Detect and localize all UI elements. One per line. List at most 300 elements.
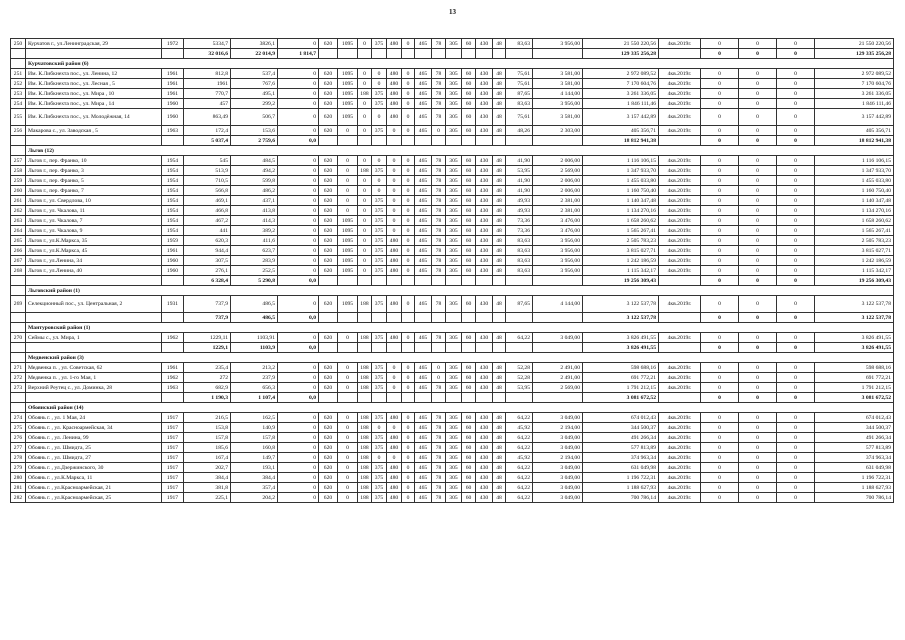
cell: 78 xyxy=(432,443,446,453)
row-number-cell: 269 xyxy=(11,296,26,313)
cell: 465 xyxy=(415,423,432,433)
cell: 0 xyxy=(278,453,319,463)
cell: 430 xyxy=(476,413,493,423)
address-cell: Обоянь г. , ул. Шмидта, 27 xyxy=(26,453,162,463)
cell: 188 xyxy=(358,373,372,383)
cell: 60 xyxy=(462,493,476,503)
cell: 0 xyxy=(338,383,358,393)
cell: 1 196 722,31 xyxy=(583,473,659,483)
cell xyxy=(162,49,184,59)
cell: 1 658 260,62 xyxy=(583,216,659,226)
cell: 0 xyxy=(338,463,358,473)
address-cell: Обоянь г. , ул.Красноармейская, 21 xyxy=(26,483,162,493)
cell: 0 xyxy=(777,266,815,276)
cell xyxy=(432,343,446,353)
cell: 48 xyxy=(493,216,506,226)
cell: 237,9 xyxy=(231,373,278,383)
cell: 78 xyxy=(432,266,446,276)
table-row xyxy=(11,176,894,186)
cell: 0 xyxy=(701,423,739,433)
cell: 0 xyxy=(739,186,777,196)
cell: 465 xyxy=(415,176,432,186)
row-number-cell xyxy=(11,136,26,146)
cell: 480 xyxy=(387,296,402,313)
cell: 0 xyxy=(701,343,739,353)
cell: 691 772,21 xyxy=(815,373,894,383)
cell: 3 049,00 xyxy=(533,493,583,503)
cell: 620 xyxy=(319,383,338,393)
cell: 0 xyxy=(372,79,387,89)
cell: 75,61 xyxy=(506,79,533,89)
cell: 60 xyxy=(462,363,476,373)
cell: 48 xyxy=(493,196,506,206)
cell: 78 xyxy=(432,483,446,493)
cell: 620 xyxy=(319,109,338,126)
cell: 78 xyxy=(432,186,446,196)
cell: 375 xyxy=(372,256,387,266)
cell: 620 xyxy=(319,39,338,49)
cell: 48 xyxy=(493,79,506,89)
cell xyxy=(533,49,583,59)
row-number-cell xyxy=(11,49,26,59)
cell: 185,6 xyxy=(184,443,231,453)
cell: 465 xyxy=(415,373,432,383)
cell: 0,0 xyxy=(278,393,319,403)
cell: 60 xyxy=(462,39,476,49)
cell: 710,5 xyxy=(184,176,231,186)
cell xyxy=(493,49,506,59)
cell: 0 xyxy=(701,256,739,266)
cell xyxy=(659,276,701,286)
cell: 465 xyxy=(415,236,432,246)
cell: 0 xyxy=(739,39,777,49)
row-number-cell: 265 xyxy=(11,236,26,246)
cell: 0 xyxy=(739,373,777,383)
table-row xyxy=(11,413,894,423)
cell: 1095 xyxy=(338,216,358,226)
row-number-cell: 267 xyxy=(11,256,26,266)
cell: 430 xyxy=(476,423,493,433)
cell: 0 xyxy=(701,313,739,323)
cell: 0 xyxy=(701,333,739,343)
cell xyxy=(319,136,338,146)
cell: 465 xyxy=(415,383,432,393)
cell: 620 xyxy=(319,473,338,483)
cell: 60 xyxy=(462,296,476,313)
cell: 2 006,00 xyxy=(533,176,583,186)
table-row xyxy=(11,433,894,443)
cell: 0 xyxy=(739,313,777,323)
cell: 0,0 xyxy=(278,343,319,353)
cell: 486,2 xyxy=(231,186,278,196)
cell: 0 xyxy=(402,413,415,423)
cell: 430 xyxy=(476,236,493,246)
cell: 0 xyxy=(777,333,815,343)
cell: 545 xyxy=(184,156,231,166)
cell: 1954 xyxy=(162,176,184,186)
table-row xyxy=(11,473,894,483)
cell: 0 xyxy=(432,373,446,383)
cell: 0 xyxy=(278,156,319,166)
cell: 0 xyxy=(278,413,319,423)
cell: 305 xyxy=(446,39,462,49)
cell: 469,1 xyxy=(184,196,231,206)
cell: 620 xyxy=(319,333,338,343)
cell: 620 xyxy=(319,186,338,196)
row-number-cell: 256 xyxy=(11,126,26,136)
cell: 0 xyxy=(777,136,815,146)
cell: 537,4 xyxy=(231,69,278,79)
cell: 3 815 027,71 xyxy=(815,246,894,256)
cell: 577 813,89 xyxy=(815,443,894,453)
cell: 0 xyxy=(777,166,815,176)
cell: 1095 xyxy=(338,99,358,109)
cell: 430 xyxy=(476,246,493,256)
cell: 60 xyxy=(462,266,476,276)
address-cell: Льгов г., пер. Франко, 5 xyxy=(26,176,162,186)
cell xyxy=(476,393,493,403)
cell: 60 xyxy=(462,473,476,483)
cell: 1961 xyxy=(184,79,231,89)
address-cell: Макарова с., ул. Заводская , 5 xyxy=(26,126,162,136)
cell: 60 xyxy=(462,126,476,136)
cell: 1962 xyxy=(162,333,184,343)
cell: 0 xyxy=(701,99,739,109)
cell: 430 xyxy=(476,433,493,443)
cell: 129 335 256,28 xyxy=(815,49,894,59)
cell: 305 xyxy=(446,109,462,126)
row-number-cell: 258 xyxy=(11,166,26,176)
cell xyxy=(493,136,506,146)
cell: 0 xyxy=(432,363,446,373)
cell: 430 xyxy=(476,166,493,176)
cell: 305 xyxy=(446,206,462,216)
cell: 480 xyxy=(387,256,402,266)
cell: 465 xyxy=(415,493,432,503)
cell: 1095 xyxy=(338,266,358,276)
cell: 494,2 xyxy=(231,166,278,176)
cell xyxy=(446,343,462,353)
cell: 78 xyxy=(432,69,446,79)
cell: 78 xyxy=(432,246,446,256)
cell: 0 xyxy=(777,226,815,236)
cell: 0 xyxy=(372,423,387,433)
cell: 53,95 xyxy=(506,166,533,176)
address-cell xyxy=(26,313,162,323)
cell: 480 xyxy=(387,69,402,79)
cell: 48 xyxy=(493,109,506,126)
cell: 357,4 xyxy=(231,483,278,493)
cell: 48 xyxy=(493,176,506,186)
subtotal-row xyxy=(11,343,894,353)
cell xyxy=(387,276,402,286)
cell: 480 xyxy=(387,413,402,423)
cell: 1917 xyxy=(162,423,184,433)
cell: 3 956,00 xyxy=(533,256,583,266)
cell: 167,4 xyxy=(184,453,231,463)
cell: 1 196 722,31 xyxy=(815,473,894,483)
cell: 60 xyxy=(462,413,476,423)
cell: 1954 xyxy=(162,206,184,216)
cell: 1095 xyxy=(338,246,358,256)
cell: 1 140 347,48 xyxy=(815,196,894,206)
cell: 465 xyxy=(415,69,432,79)
address-cell: Им. К.Либкнехта пос., ул. Молодёжная, 14 xyxy=(26,109,162,126)
cell: 1931 xyxy=(162,296,184,313)
cell xyxy=(415,49,432,59)
cell: 0 xyxy=(777,363,815,373)
cell: 60 xyxy=(462,333,476,343)
cell: 60 xyxy=(462,166,476,176)
cell xyxy=(402,136,415,146)
cell: 2 759,6 xyxy=(231,136,278,146)
cell: 3 826 491,55 xyxy=(583,333,659,343)
cell: 0 xyxy=(358,186,372,196)
cell: 64,22 xyxy=(506,413,533,423)
cell: 153,8 xyxy=(184,423,231,433)
cell: 700 786,14 xyxy=(583,493,659,503)
cell: 0 xyxy=(358,126,372,136)
cell xyxy=(493,276,506,286)
cell: 1954 xyxy=(162,226,184,236)
table-row xyxy=(11,443,894,453)
cell: 441 xyxy=(184,226,231,236)
subtotal-row xyxy=(11,276,894,286)
cell: 465 xyxy=(415,483,432,493)
cell: 405 356,71 xyxy=(815,126,894,136)
cell: 1917 xyxy=(162,493,184,503)
cell: 305 xyxy=(446,266,462,276)
cell xyxy=(11,59,26,69)
cell: 0 xyxy=(278,236,319,246)
table-row xyxy=(11,423,894,433)
table-row xyxy=(11,206,894,216)
cell: 0 xyxy=(701,296,739,313)
cell: 0 xyxy=(358,69,372,79)
cell xyxy=(11,403,26,413)
cell: 48 xyxy=(493,69,506,79)
cell: 465 xyxy=(415,206,432,216)
cell: 1103,91 xyxy=(231,333,278,343)
cell: 0 xyxy=(402,79,415,89)
cell: 0 xyxy=(358,226,372,236)
cell: 480 xyxy=(387,433,402,443)
cell: 430 xyxy=(476,109,493,126)
cell: 430 xyxy=(476,176,493,186)
cell: 0 xyxy=(278,483,319,493)
row-number-cell: 274 xyxy=(11,413,26,423)
cell: 4кв.2019г. xyxy=(659,109,701,126)
cell: 1963 xyxy=(162,383,184,393)
cell: 60 xyxy=(462,453,476,463)
cell: 188 xyxy=(358,89,372,99)
cell: 64,22 xyxy=(506,483,533,493)
cell: 767,6 xyxy=(231,79,278,89)
row-number-cell: 262 xyxy=(11,206,26,216)
cell: 5334,7 xyxy=(184,39,231,49)
cell: 78 xyxy=(432,99,446,109)
cell: 0 xyxy=(278,256,319,266)
cell: 2 491,00 xyxy=(533,363,583,373)
cell: 0 xyxy=(777,69,815,79)
cell: 0 xyxy=(402,463,415,473)
cell: 0 xyxy=(387,216,402,226)
cell: 78 xyxy=(432,453,446,463)
cell: 0 xyxy=(701,393,739,403)
table-row xyxy=(11,39,894,49)
cell: 4кв.2019г. xyxy=(659,99,701,109)
cell: 1 188 627,93 xyxy=(583,483,659,493)
cell: 620 xyxy=(319,453,338,463)
cell: 3 826 491,55 xyxy=(815,343,894,353)
cell: 48 xyxy=(493,413,506,423)
cell: 60 xyxy=(462,206,476,216)
cell: 0 xyxy=(777,186,815,196)
cell: 1095 xyxy=(338,39,358,49)
cell: 0 xyxy=(739,99,777,109)
cell: 48 xyxy=(493,473,506,483)
cell: 384,4 xyxy=(184,473,231,483)
cell: 0 xyxy=(402,196,415,206)
cell: 0 xyxy=(372,453,387,463)
cell: 83,63 xyxy=(506,266,533,276)
cell: 0 xyxy=(777,216,815,226)
cell: 188 xyxy=(358,443,372,453)
cell: 465 xyxy=(415,443,432,453)
cell: 0 xyxy=(739,343,777,353)
row-number-cell: 278 xyxy=(11,453,26,463)
cell xyxy=(358,276,372,286)
cell: 235,4 xyxy=(184,363,231,373)
cell: 620 xyxy=(319,373,338,383)
cell: 4кв.2019г. xyxy=(659,166,701,176)
cell: 375 xyxy=(372,383,387,393)
cell: 430 xyxy=(476,226,493,236)
cell xyxy=(415,393,432,403)
row-number-cell: 270 xyxy=(11,333,26,343)
cell: 430 xyxy=(476,373,493,383)
cell: 0 xyxy=(402,99,415,109)
cell: 1 455 033,80 xyxy=(583,176,659,186)
cell: 1 134 270,16 xyxy=(583,206,659,216)
cell: 4кв.2019г. xyxy=(659,196,701,206)
cell: 770,7 xyxy=(184,89,231,99)
cell: 3 826 491,55 xyxy=(583,343,659,353)
cell: 48 xyxy=(493,443,506,453)
cell xyxy=(11,286,26,296)
cell: 0 xyxy=(358,109,372,126)
cell: 0 xyxy=(402,453,415,463)
cell: 53,95 xyxy=(506,383,533,393)
cell: 0 xyxy=(701,413,739,423)
cell xyxy=(387,393,402,403)
cell: 0 xyxy=(701,276,739,286)
cell: 48 xyxy=(493,156,506,166)
cell: 188 xyxy=(358,383,372,393)
cell: 60 xyxy=(462,443,476,453)
cell: 1 347 933,70 xyxy=(583,166,659,176)
cell xyxy=(462,313,476,323)
cell: 3 049,00 xyxy=(533,443,583,453)
cell: 1 188 627,93 xyxy=(815,483,894,493)
cell: 188 xyxy=(358,453,372,463)
cell: 577 813,89 xyxy=(583,443,659,453)
cell: 375 xyxy=(372,363,387,373)
cell: 162,5 xyxy=(231,413,278,423)
cell: 0 xyxy=(402,256,415,266)
table-row xyxy=(11,126,894,136)
cell: 0 xyxy=(701,463,739,473)
cell: 0 xyxy=(387,226,402,236)
cell: 73,36 xyxy=(506,216,533,226)
cell: 0 xyxy=(739,333,777,343)
cell: 4кв.2019г. xyxy=(659,423,701,433)
cell: 430 xyxy=(476,89,493,99)
cell: 0 xyxy=(338,333,358,343)
cell: 0 xyxy=(338,453,358,463)
cell: 0 xyxy=(372,109,387,126)
cell: 87,65 xyxy=(506,89,533,99)
address-cell: Сеймы с., ул. Мира, 1 xyxy=(26,333,162,343)
cell: 0 xyxy=(777,313,815,323)
cell: 0 xyxy=(777,453,815,463)
cell: 0 xyxy=(278,383,319,393)
cell: 0 xyxy=(739,266,777,276)
cell: 21 550 220,56 xyxy=(583,39,659,49)
cell: 620 xyxy=(319,363,338,373)
cell: 1954 xyxy=(162,216,184,226)
cell: 41,90 xyxy=(506,176,533,186)
cell xyxy=(11,323,26,333)
cell xyxy=(319,49,338,59)
cell xyxy=(387,343,402,353)
cell: 3 122 537,78 xyxy=(815,313,894,323)
cell: 0 xyxy=(402,109,415,126)
cell: 48 xyxy=(493,483,506,493)
cell: 0 xyxy=(358,196,372,206)
cell: 2 303,00 xyxy=(533,126,583,136)
cell: 160,8 xyxy=(231,443,278,453)
cell: 0 xyxy=(777,89,815,99)
cell: 0 xyxy=(701,216,739,226)
cell: 1095 xyxy=(338,79,358,89)
cell: 944,4 xyxy=(184,246,231,256)
cell: 0 xyxy=(777,126,815,136)
cell: 620 xyxy=(319,246,338,256)
cell xyxy=(446,393,462,403)
cell: 465 xyxy=(415,473,432,483)
cell: 0 xyxy=(739,136,777,146)
cell: 0 xyxy=(701,246,739,256)
cell: 1917 xyxy=(162,413,184,423)
cell: 0 xyxy=(338,483,358,493)
cell: 465 xyxy=(415,453,432,463)
cell: 374 963,34 xyxy=(583,453,659,463)
cell: 3 956,00 xyxy=(533,266,583,276)
cell: 1 134 270,16 xyxy=(815,206,894,216)
cell: 430 xyxy=(476,126,493,136)
cell xyxy=(162,343,184,353)
cell: 78 xyxy=(432,156,446,166)
cell: 620 xyxy=(319,126,338,136)
cell: 4кв.2019г. xyxy=(659,493,701,503)
cell: 0 xyxy=(358,236,372,246)
cell: 0 xyxy=(701,363,739,373)
cell xyxy=(659,313,701,323)
table-row xyxy=(11,483,894,493)
cell: 4кв.2019г. xyxy=(659,256,701,266)
row-number-cell: 277 xyxy=(11,443,26,453)
